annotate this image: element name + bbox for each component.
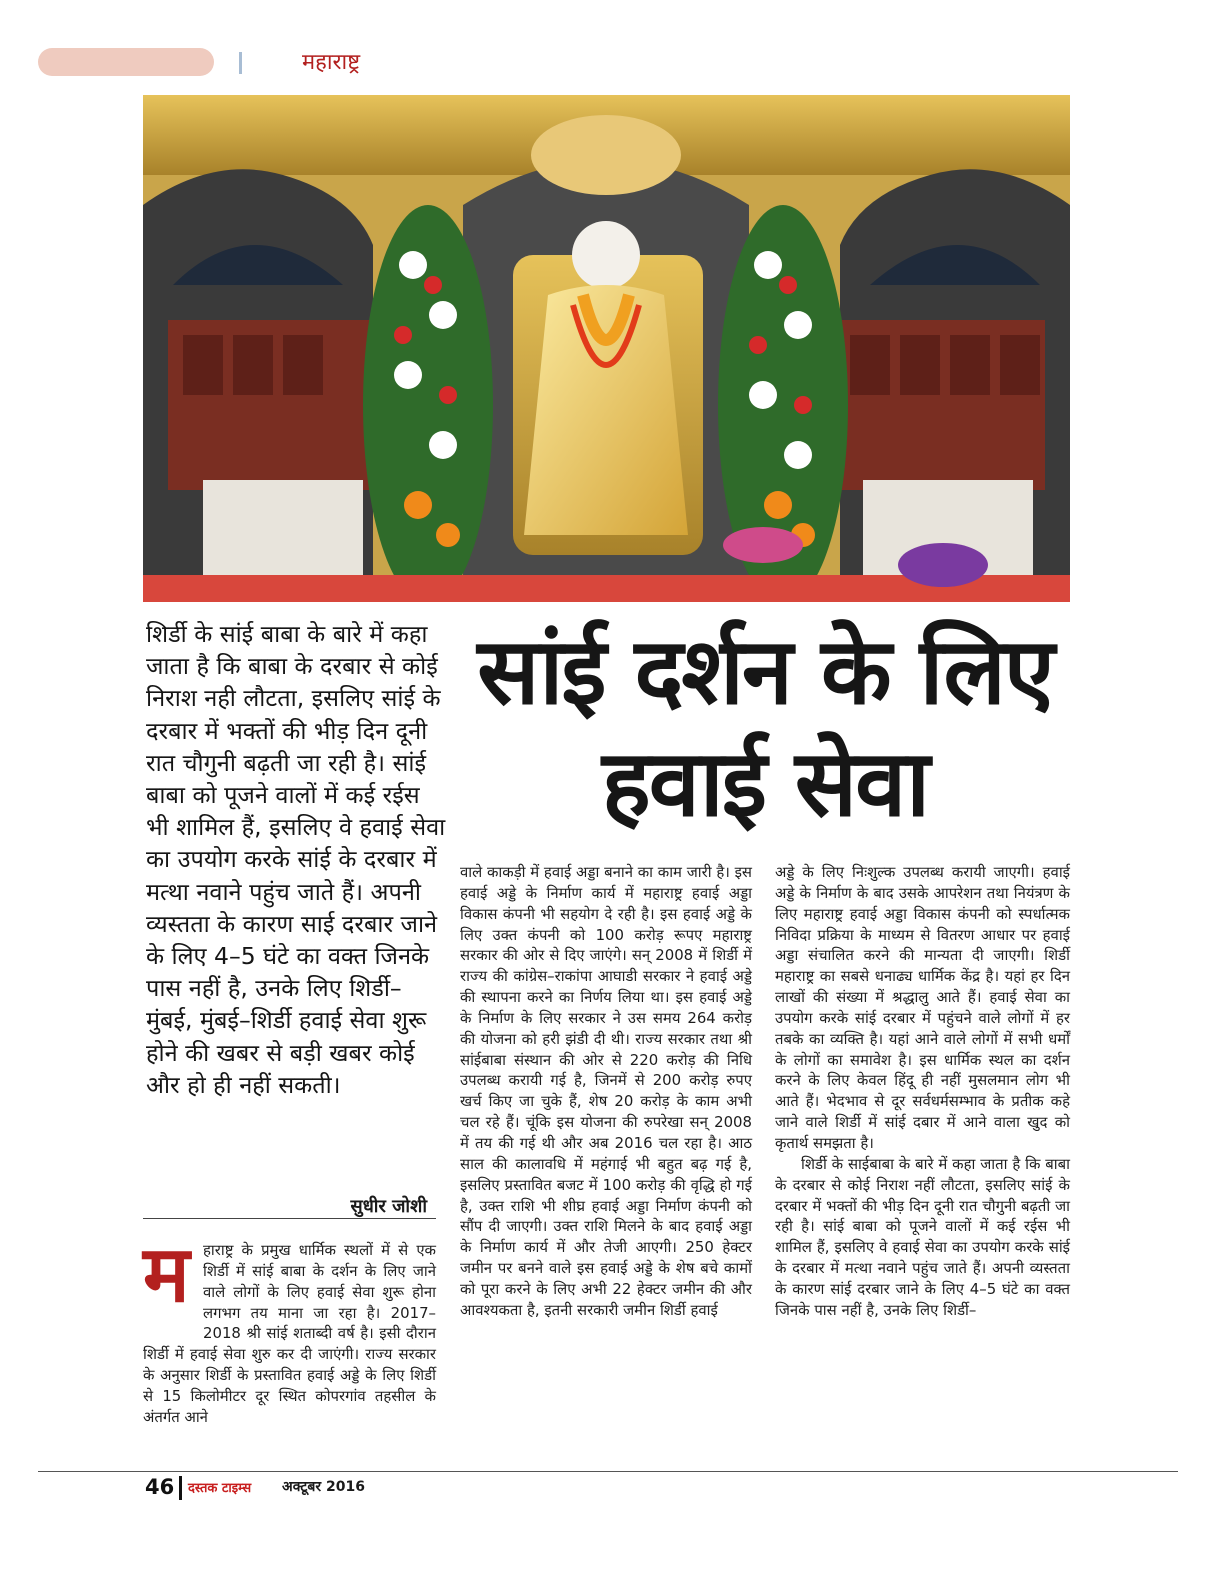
column-2 [460, 862, 752, 1321]
headline [460, 616, 1070, 840]
headline-line-2: हवाई सेवा [601, 730, 929, 837]
column-2-text: वाले काकड़ी में हवाई अड्डा बनाने का काम जारी है। इस हवाई अड्डे के निर्माण कार्य में महाराष्ट्र हवाई अड्डा विकास कंपनी भी सहयोग दे रही है। इस हवाई अड्डे के लिए उक्त कंपनी को 100 करोड़ रूपए महाराष्ट्र सरकार की ओर से दिए जाएंगे। सन् 2008 में शिर्डी में राज्य की कांग्रेस–राकांपा आघाडी सरकार ने हवाई अड्डे की स्थापना करने का निर्णय लिया था। इस हवाई अड्डे के निर्माण के लिए सरकार ने उस समय 264 करोड़ की योजना को हरी झंडी दी थी। राज्य सरकार तथा श्री सांईबाबा संस्थान की ओर से 220 करोड़ की निधि उपलब्ध करायी गई है, जिनमें से 200 करोड़ रुपए खर्च किए जा चुके हैं, शेष 20 करोड़ के काम अभी चल रहे हैं। चूंकि इस योजना की रुपरेखा सन् 2008 में तय की गई थी और अब 2016 चल रहा है। आठ साल की कालावधि में महंगाई भी बहुत बढ़ गई है, इसलिए प्रस्तावित बजट में 100 करोड़ की वृद्धि हो गई है, उक्त राशि भी शीघ्र हवाई अड्डा निर्माण कंपनी को सौंप दी जाएगी। उक्त राशि मिलने के बाद हवाई अड्डा के निर्माण कार्य में और तेजी आएगी। 250 हेक्टर जमीन पर बनने वाले इस हवाई अड्डे के शेष बचे कामों को पूरा करने के लिए अभी 22 हेक्टर जमीन की और आवश्यकता है, इतनी सरकारी जमीन शिर्डी हवाई [460, 863, 752, 1319]
column-3-paragraph-2: शिर्डी के साईबाबा के बारे में कहा जाता है कि बाबा के दरबार से कोई निराश नहीं लौटता, इसलिए सांई के दरबार में भक्तों की भीड़ दिन दूनी रात चौगुनी बढ़ती जा रही है। सांई बाबा को पूजने वालों में कई रईस भी शामिल हैं, इसलिए वे हवाई सेवा का उपयोग करके सांई के दरबार में मत्था नवाने पहुंच जाते हैं। अपनी व्यस्तता के कारण सांई दरबार जाने के लिए 4–5 घंटे का वक्त जिनके पास नहीं है, उनके लिए शिर्डी– [775, 1154, 1070, 1319]
byline-rule [143, 1218, 436, 1219]
column-1 [143, 1230, 436, 1428]
headline-line-1: सांई दर्शन के लिए [477, 618, 1053, 725]
shrine-photo [143, 95, 1070, 602]
intro-text: शिर्डी के सांई बाबा के बारे में कहा जाता है कि बाबा के दरबार से कोई निराश नही लौटता, इसलिए सांई के दरबार में भक्तों की भीड़ दिन दूनी रात चौगुनी बढ़ती जा रही है। सांई बाबा को पूजने वालों में कई रईस भी शामिल हैं, इसलिए वे हवाई सेवा का उपयोग करके सांई के दरबार में मत्था नवाने पहुंच जाते हैं। अपनी व्यस्तता के कारण साई दरबार जाने के लिए 4–5 घंटे का वक्त जिनके पास नहीं है, उनके लिए शिर्डी–मुंबई, मुंबई–शिर्डी हवाई सेवा शुरू होने की खबर से बड़ी खबर कोई और हो ही नहीं सकती। [146, 620, 446, 1099]
footer-rule [38, 1471, 1178, 1472]
magazine-logo: दस्तक टाइम्स [188, 1481, 252, 1496]
dropcap: म [143, 1230, 190, 1320]
header-pill-decoration [38, 48, 214, 76]
footer-divider [179, 1476, 182, 1500]
section-title: महाराष्ट्र [302, 50, 361, 75]
page-number: 46 [145, 1475, 175, 1499]
column-3 [775, 862, 1070, 1321]
column-1-text: हाराष्ट्र के प्रमुख धार्मिक स्थलों में से एक शिर्डी में सांई बाबा के दर्शन के लिए जाने वाले लोगों के लिए हवाई सेवा शुरू होना लगभग तय माना जा रहा है। 2017–2018 श्री सांई शताब्दी वर्ष है। इसी दौरान शिर्डी में हवाई सेवा शुरु कर दी जाएंगी। राज्य सरकार के अनुसार शिर्डी के प्रस्तावित हवाई अड्डे के लिए शिर्डी से 15 किलोमीटर दूर स्थित कोपरगांव तहसील के अंतर्गत आने [143, 1241, 436, 1426]
header-divider [239, 52, 242, 74]
byline: सुधीर जोशी [350, 1196, 427, 1217]
issue-date: अक्टूबर 2016 [282, 1479, 365, 1495]
column-3-paragraph-1: अड्डे के लिए निःशुल्क उपलब्ध करायी जाएगी। हवाई अड्डे के निर्माण के बाद उसके आपरेशन तथा नियंत्रण के लिए महाराष्ट्र हवाई अड्डा विकास कंपनी को स्पर्धात्मक निविदा प्रक्रिया के माध्यम से वितरण आधार पर हवाई अड्डा संचालित करने की मान्यता दी जाएगी। शिर्डी महाराष्ट्र का सबसे धनाढ्य धार्मिक केंद्र है। यहां हर दिन लाखों की संख्या में श्रद्धालु आते हैं। हवाई सेवा का उपयोग करके सांई दरबार में पहुंचने वाले लोगों में हर तबके का व्यक्ति है। यहां आने वाले लोगों में सभी धर्मों के लोगों का समावेश है। इस धार्मिक स्थल का दर्शन करने के लिए केवल हिंदू ही नहीं मुसलमान लोग भी आते हैं। भेदभाव से दूर सर्वधर्मसम्भाव के प्रतीक कहे जाने वाले शिर्डी में सांई दबार में आने वाला खुद को कृतार्थ समझता है। [775, 863, 1070, 1152]
